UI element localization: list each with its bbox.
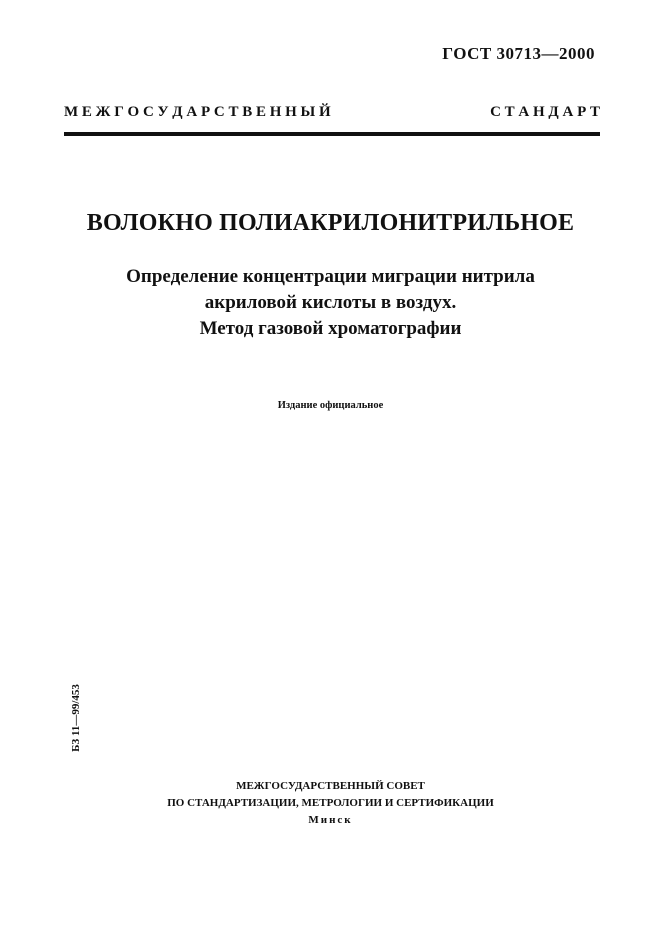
gost-number: ГОСТ 30713—2000 [442, 44, 595, 63]
subtitle-line-3: Метод газовой хроматографии [199, 318, 462, 339]
standard-type-heading [64, 104, 600, 121]
side-catalog-code: БЗ 11—99/453 [70, 684, 82, 752]
standard-type-word-standard: С Т А Н Д А Р Т [490, 104, 600, 120]
publisher-block [0, 778, 661, 829]
document-subtitle [0, 264, 661, 342]
header-divider [64, 132, 600, 136]
edition-note: Издание официальное [277, 400, 384, 411]
publisher-line-1: МЕЖГОСУДАРСТВЕННЫЙ СОВЕТ [236, 780, 425, 792]
publisher-line-2: ПО СТАНДАРТИЗАЦИИ, МЕТРОЛОГИИ И СЕРТИФИКАЦИИ [167, 797, 494, 809]
standard-type-word-interstate: М Е Ж Г О С У Д А Р С Т В Е Н Н Ы Й [64, 104, 331, 120]
subtitle-line-2: акриловой кислоты в воздух. [204, 292, 457, 313]
subtitle-line-1: Определение концентрации миграции нитрила [126, 266, 535, 287]
publisher-city: Минск [308, 814, 353, 826]
document-title: ВОЛОКНО ПОЛИАКРИЛОНИТРИЛЬНОЕ [86, 210, 575, 236]
